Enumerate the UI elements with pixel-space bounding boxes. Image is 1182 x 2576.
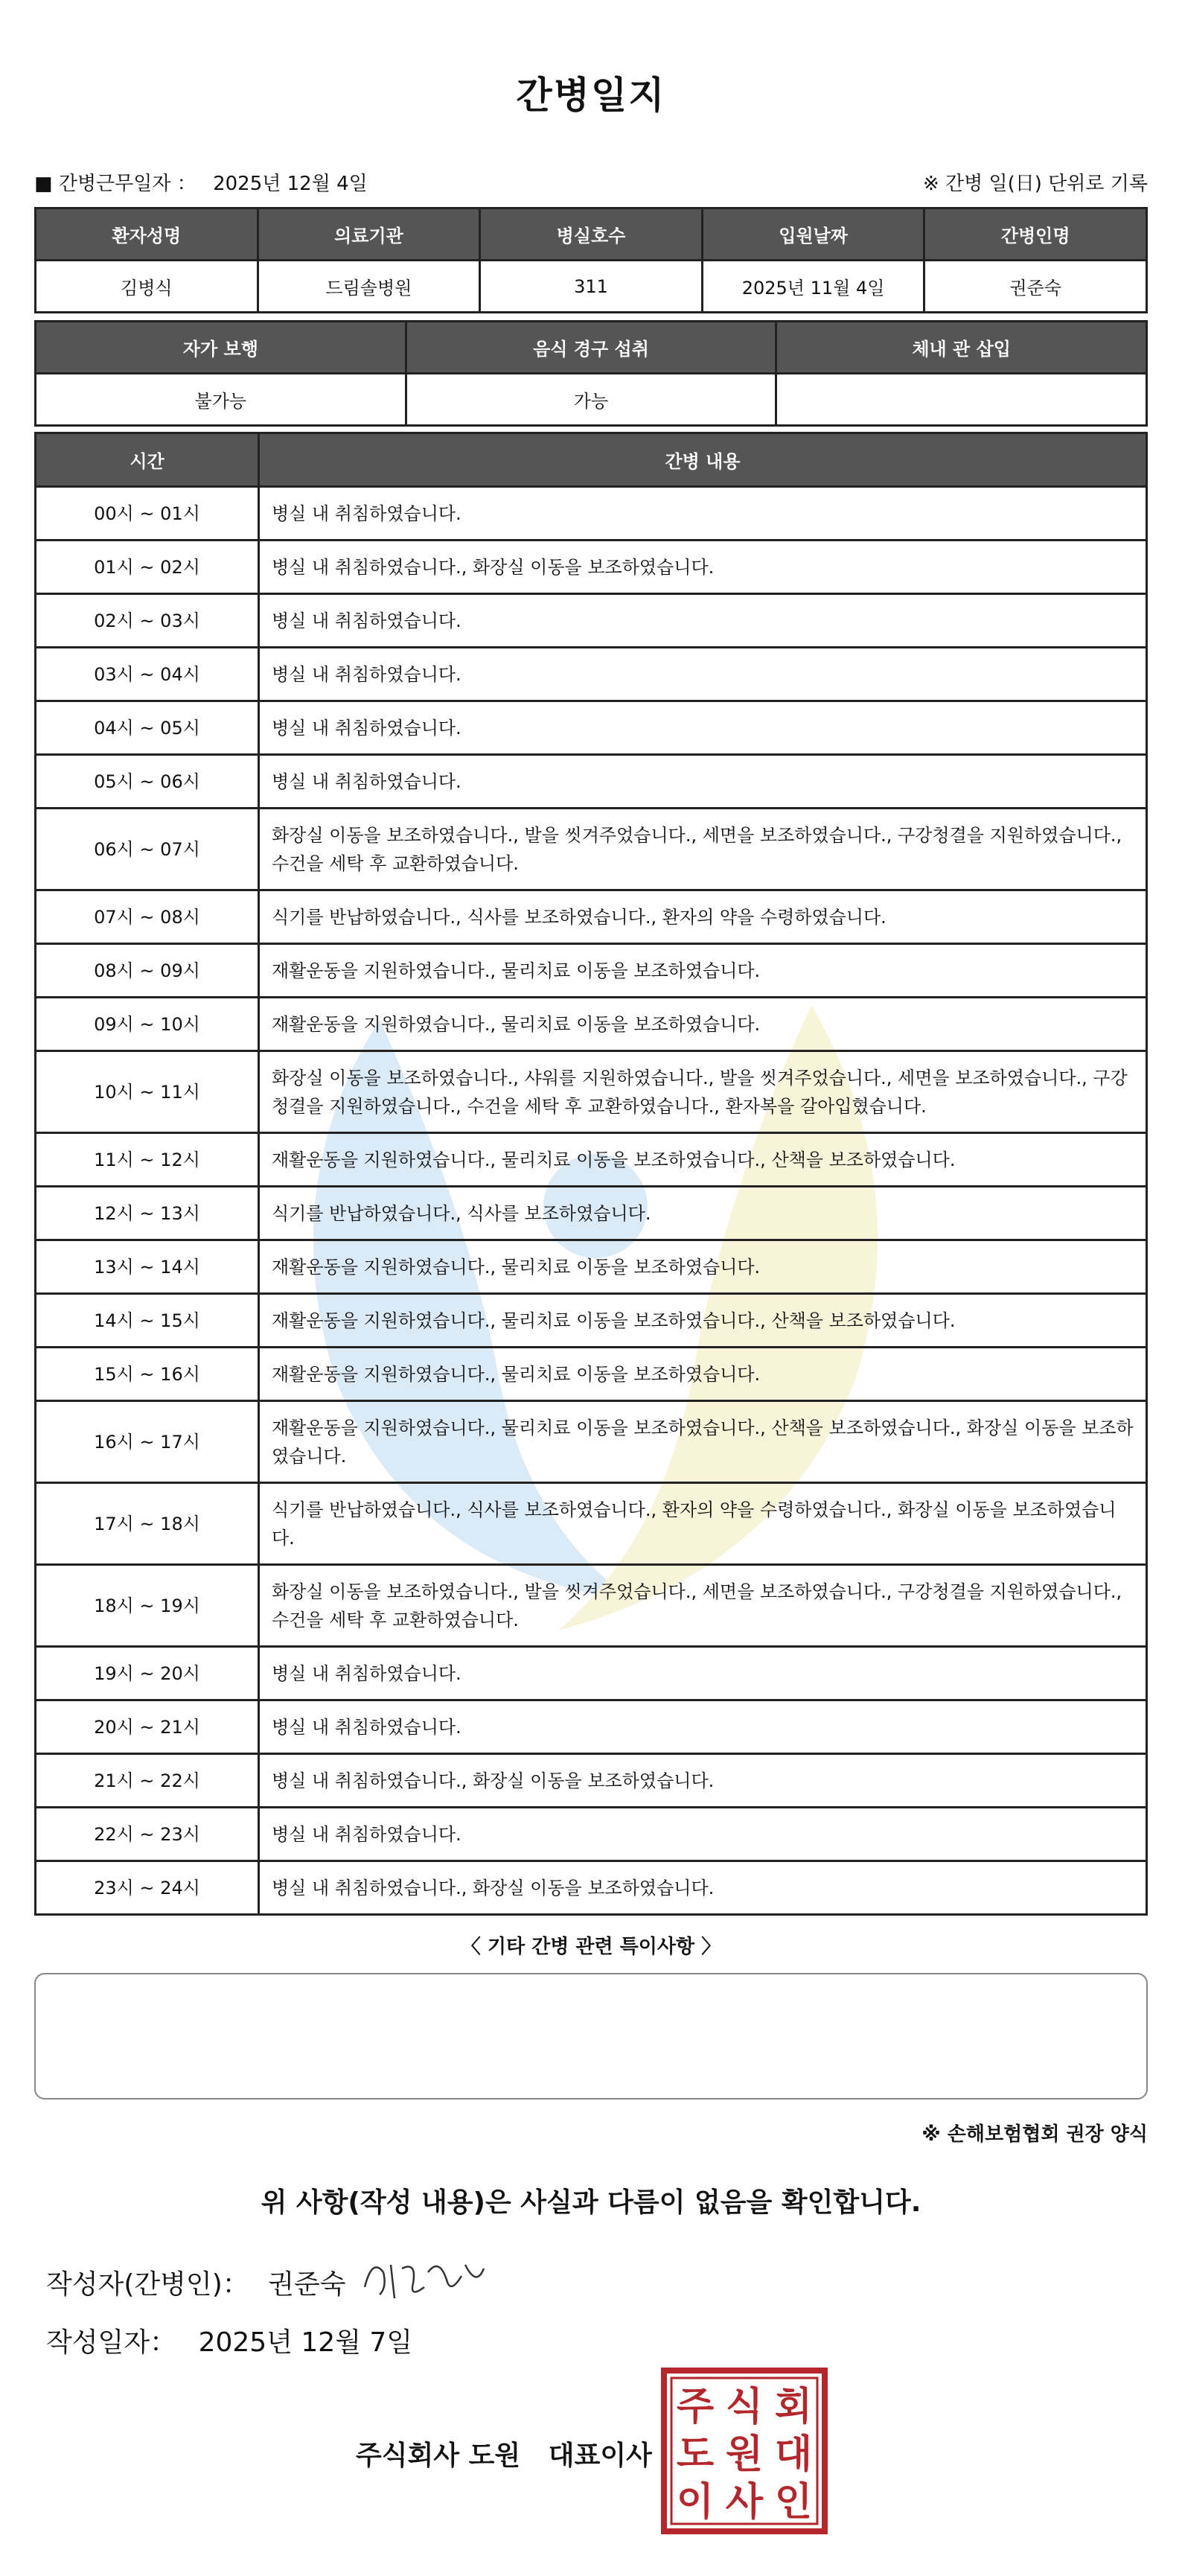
header-hospital: 의료기관 <box>258 208 480 261</box>
log-time: 16시 ~ 17시 <box>36 1401 259 1483</box>
log-time: 14시 ~ 15시 <box>36 1294 259 1348</box>
log-content: 병실 내 취침하였습니다., 화장실 이동을 보조하였습니다. <box>259 541 1147 594</box>
svg-text:대: 대 <box>774 2432 813 2477</box>
header-content: 간병 내용 <box>259 433 1147 487</box>
log-time: 13시 ~ 14시 <box>36 1240 259 1294</box>
header-caregiver: 간병인명 <box>924 208 1147 261</box>
log-time: 21시 ~ 22시 <box>36 1754 259 1808</box>
log-time: 00시 ~ 01시 <box>36 487 259 541</box>
log-content: 병실 내 취침하였습니다. <box>259 1647 1147 1700</box>
log-time: 20시 ~ 21시 <box>36 1700 259 1754</box>
svg-text:회: 회 <box>774 2385 813 2429</box>
written-date-label: 작성일자： <box>46 2327 177 2358</box>
log-time: 22시 ~ 23시 <box>36 1808 259 1861</box>
log-time: 04시 ~ 05시 <box>36 701 259 755</box>
writer-line <box>46 2263 346 2301</box>
patient-name: 김병식 <box>36 261 258 313</box>
svg-text:원: 원 <box>725 2432 764 2477</box>
oral-intake-status: 가능 <box>406 374 776 426</box>
log-time: 18시 ~ 19시 <box>36 1565 259 1647</box>
writer-name: 권준숙 <box>268 2269 346 2300</box>
table-row <box>36 1294 1147 1348</box>
tube-status <box>776 374 1147 426</box>
table-row <box>36 701 1147 755</box>
table-row <box>36 1483 1147 1565</box>
hospital-name: 드림솔병원 <box>258 261 480 313</box>
table-row <box>36 1647 1147 1700</box>
table-row <box>36 890 1147 944</box>
log-time: 11시 ~ 12시 <box>36 1133 259 1187</box>
table-row <box>36 1401 1147 1483</box>
log-content: 화장실 이동을 보조하였습니다., 발을 씻겨주었습니다., 세면을 보조하였습니다., 구강청결을 지원하였습니다., 수건을 세탁 후 교환하였습니다. <box>259 809 1147 890</box>
work-date-label: ■ 간병근무일자 ： <box>34 173 197 195</box>
table-row <box>36 541 1147 594</box>
log-content: 재활운동을 지원하였습니다., 물리치료 이동을 보조하였습니다. <box>259 1240 1147 1294</box>
log-time: 03시 ~ 04시 <box>36 648 259 701</box>
log-content: 재활운동을 지원하였습니다., 물리치료 이동을 보조하였습니다. <box>259 1348 1147 1401</box>
log-content: 화장실 이동을 보조하였습니다., 샤워를 지원하였습니다., 발을 씻겨주었습니다., 세면을 보조하였습니다., 구강청결을 지원하였습니다., 수건을 세탁 후 교환하였습니다., 환자복을 갈아입혔습니다. <box>259 1051 1147 1133</box>
walking-status: 불가능 <box>36 374 406 426</box>
company-representative: 주식회사 도원 대표이사 <box>356 2440 652 2471</box>
log-content: 병실 내 취침하였습니다., 화장실 이동을 보조하였습니다. <box>259 1861 1147 1915</box>
log-content: 재활운동을 지원하였습니다., 물리치료 이동을 보조하였습니다., 산책을 보조하였습니다., 화장실 이동을 보조하였습니다. <box>259 1401 1147 1483</box>
table-row <box>36 944 1147 998</box>
writer-label: 작성자(간병인)： <box>46 2269 249 2300</box>
table-row <box>36 1187 1147 1240</box>
svg-text:도: 도 <box>676 2432 715 2477</box>
header-tube: 체내 관 삽입 <box>776 322 1147 374</box>
log-time: 02시 ~ 03시 <box>36 594 259 648</box>
table-row <box>36 1240 1147 1294</box>
patient-status-table <box>34 320 1148 427</box>
log-content: 식기를 반납하였습니다., 식사를 보조하였습니다., 환자의 약을 수령하였습니다., 화장실 이동을 보조하였습니다. <box>259 1483 1147 1565</box>
header-walking: 자가 보행 <box>36 322 406 374</box>
table-row <box>36 809 1147 890</box>
log-time: 01시 ~ 02시 <box>36 541 259 594</box>
log-content: 식기를 반납하였습니다., 식사를 보조하였습니다. <box>259 1187 1147 1240</box>
log-content: 재활운동을 지원하였습니다., 물리치료 이동을 보조하였습니다. <box>259 998 1147 1051</box>
table-row <box>36 1348 1147 1401</box>
svg-text:인: 인 <box>774 2480 813 2525</box>
header-room: 병실호수 <box>480 208 703 261</box>
document-title: 간병일지 <box>516 74 666 117</box>
work-date <box>34 168 368 196</box>
confirmation-statement: 위 사항(작성 내용)은 사실과 다름이 없음을 확인합니다. <box>261 2187 921 2218</box>
admission-date: 2025년 11월 4일 <box>702 261 924 313</box>
table-row <box>36 1754 1147 1808</box>
log-content: 재활운동을 지원하였습니다., 물리치료 이동을 보조하였습니다., 산책을 보조하였습니다. <box>259 1294 1147 1348</box>
log-time: 17시 ~ 18시 <box>36 1483 259 1565</box>
table-row <box>36 1700 1147 1754</box>
log-time: 05시 ~ 06시 <box>36 755 259 809</box>
special-notes-box <box>34 1973 1148 2100</box>
svg-text:주: 주 <box>676 2385 715 2429</box>
caregiver-name: 권준숙 <box>924 261 1147 313</box>
log-content: 식기를 반납하였습니다., 식사를 보조하였습니다., 환자의 약을 수령하였습니다. <box>259 890 1147 944</box>
log-content: 병실 내 취침하였습니다. <box>259 1808 1147 1861</box>
written-date-value: 2025년 12월 7일 <box>198 2327 413 2358</box>
table-row <box>36 594 1147 648</box>
log-time: 23시 ~ 24시 <box>36 1861 259 1915</box>
log-time: 06시 ~ 07시 <box>36 809 259 890</box>
log-time: 15시 ~ 16시 <box>36 1348 259 1401</box>
log-time: 12시 ~ 13시 <box>36 1187 259 1240</box>
svg-text:식: 식 <box>725 2385 764 2429</box>
log-content: 병실 내 취침하였습니다. <box>259 1700 1147 1754</box>
log-time: 19시 ~ 20시 <box>36 1647 259 1700</box>
log-time: 08시 ~ 09시 <box>36 944 259 998</box>
table-row <box>36 1808 1147 1861</box>
table-row <box>36 648 1147 701</box>
svg-text:사: 사 <box>725 2480 764 2525</box>
header-oral-intake: 음식 경구 섭취 <box>406 322 776 374</box>
log-content: 병실 내 취침하였습니다. <box>259 487 1147 541</box>
table-row <box>36 1565 1147 1647</box>
header-time: 시간 <box>36 433 259 487</box>
log-time: 09시 ~ 10시 <box>36 998 259 1051</box>
table-row <box>36 998 1147 1051</box>
table-row <box>36 487 1147 541</box>
written-date-line <box>46 2321 412 2359</box>
table-row <box>36 1051 1147 1133</box>
log-content: 재활운동을 지원하였습니다., 물리치료 이동을 보조하였습니다., 산책을 보조하였습니다. <box>259 1133 1147 1187</box>
svg-text:이: 이 <box>676 2480 715 2525</box>
log-content: 병실 내 취침하였습니다. <box>259 701 1147 755</box>
header-patient-name: 환자성명 <box>36 208 258 261</box>
room-number: 311 <box>480 261 703 313</box>
care-log-table <box>34 432 1148 1916</box>
table-row <box>36 755 1147 809</box>
table-row <box>36 1861 1147 1915</box>
company-seal <box>659 2366 829 2536</box>
patient-info-table <box>34 207 1148 313</box>
log-content: 병실 내 취침하였습니다. <box>259 755 1147 809</box>
special-notes-title: 〈 기타 간병 관련 특이사항 〉 <box>461 1936 721 1958</box>
log-time: 10시 ~ 11시 <box>36 1051 259 1133</box>
log-content: 병실 내 취침하였습니다., 화장실 이동을 보조하였습니다. <box>259 1754 1147 1808</box>
log-time: 07시 ~ 08시 <box>36 890 259 944</box>
recommend-note: ※ 손해보험협회 권장 양식 <box>921 2123 1148 2146</box>
header-admission-date: 입원날짜 <box>702 208 924 261</box>
work-date-value: 2025년 12월 4일 <box>213 173 368 195</box>
log-content: 병실 내 취침하였습니다. <box>259 648 1147 701</box>
table-row <box>36 1133 1147 1187</box>
unit-note: ※ 간병 일(日) 단위로 기록 <box>922 173 1148 195</box>
signature-image <box>357 2242 491 2309</box>
log-content: 병실 내 취침하였습니다. <box>259 594 1147 648</box>
log-content: 화장실 이동을 보조하였습니다., 발을 씻겨주었습니다., 세면을 보조하였습니다., 구강청결을 지원하였습니다., 수건을 세탁 후 교환하였습니다. <box>259 1565 1147 1647</box>
log-content: 재활운동을 지원하였습니다., 물리치료 이동을 보조하였습니다. <box>259 944 1147 998</box>
